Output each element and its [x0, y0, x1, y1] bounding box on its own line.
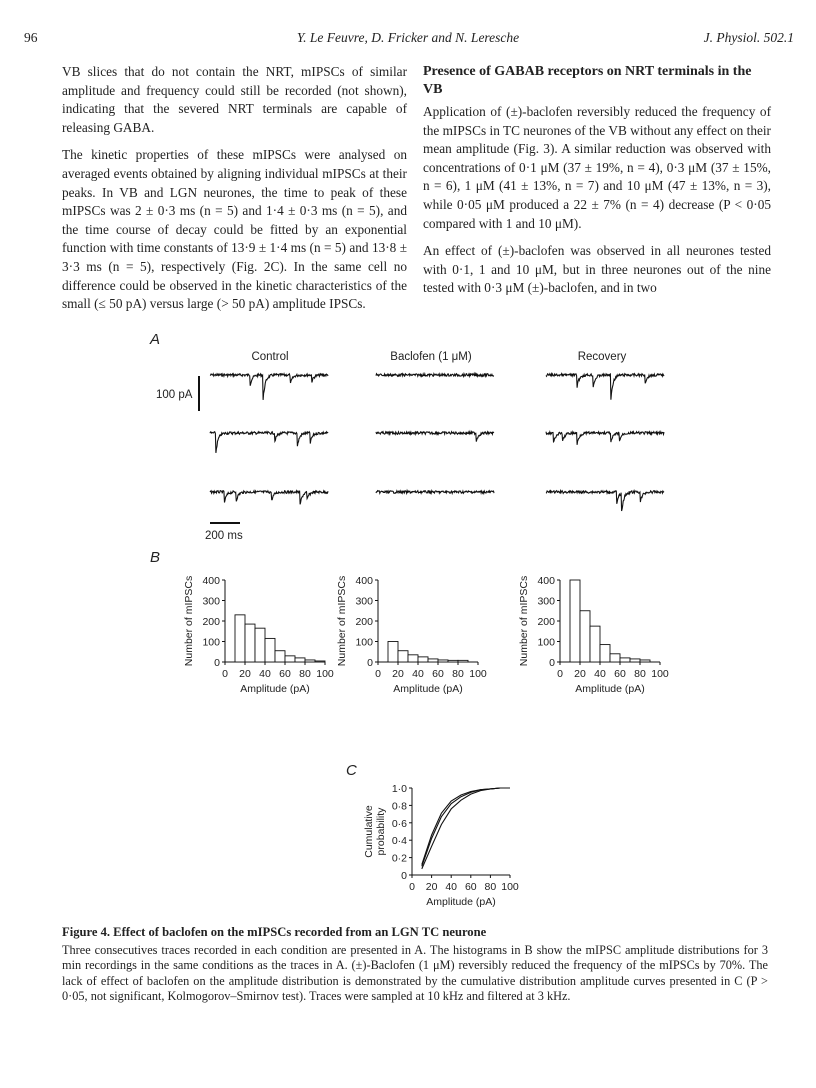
x-tick-label: 80 [484, 881, 497, 893]
y-tick-label: 200 [537, 616, 555, 628]
condition-label-control: Control [251, 351, 289, 363]
y-tick-label: 400 [537, 575, 555, 587]
x-tick-label: 60 [432, 668, 444, 680]
histogram-bar [408, 655, 418, 662]
y-tick-label: 0 [401, 870, 407, 882]
y-tick-label: 400 [202, 575, 220, 587]
figure-caption [62, 925, 768, 1005]
x-tick-label: 20 [425, 881, 438, 893]
x-axis-label: Amplitude (pA) [240, 683, 310, 695]
y-tick-label: 0·4 [391, 835, 407, 848]
y-tick-label: 100 [355, 636, 373, 649]
y-tick-label: 100 [202, 636, 220, 649]
y-tick-label: 100 [537, 636, 555, 649]
y-tick-label: 0·6 [391, 817, 407, 830]
running-authors: Y. Le Feuvre, D. Fricker and N. Leresche [296, 30, 520, 45]
left-paragraph-1: VB slices that do not contain the NRT, mIPSCs of similar amplitude and frequency could still be recorded (not shown), indicating that the severed NRT terminals are capable of releasing GABA. [62, 64, 407, 135]
histogram-bar [630, 659, 640, 662]
histogram-bar [305, 660, 315, 662]
x-tick-label: 0 [557, 668, 563, 680]
histogram-bar [295, 658, 305, 662]
histogram-bar [640, 660, 650, 662]
x-tick-label: 80 [634, 668, 646, 680]
panel-b-label: B [150, 549, 161, 566]
right-paragraph-1: Application of (±)-baclofen reversibly reduced the frequency of the mIPSCs in TC neurones of the VB without any effect on their mean amplitude (Fig. 3). A similar reduction was observed with concentrations of 0·1 μM (37 ± 19%, n = 4), 0·3 μM (37 ± 15%, n = 6), 1 μM (41 ± 13%, n = 7) and 10 μM (47 ± 13%, n = 3), while 0·05 μM produced a 22 ± 7% (n = 4) decrease (P < 0·05 compared with 1 and 10 μM). [423, 104, 771, 231]
y-tick-label: 0·8 [391, 800, 407, 813]
x-tick-label: 80 [299, 668, 311, 680]
x-tick-label: 100 [469, 668, 487, 680]
x-tick-label: 0 [409, 881, 415, 893]
current-scale-label: 100 pA [156, 389, 193, 401]
x-tick-label: 40 [259, 668, 271, 680]
x-tick-label: 20 [574, 668, 586, 680]
trace-panel [210, 374, 664, 511]
x-tick-label: 60 [464, 881, 477, 893]
y-tick-label: 300 [537, 595, 555, 608]
histogram-bar [285, 656, 295, 662]
x-tick-label: 100 [501, 881, 519, 893]
y-tick-label: 0 [367, 657, 373, 669]
x-axis-label: Amplitude (pA) [426, 896, 496, 908]
x-tick-label: 20 [239, 668, 251, 680]
y-tick-label: 0 [549, 657, 555, 669]
histogram-recovery [518, 575, 669, 695]
y-tick-label: 1·0 [391, 783, 407, 795]
y-tick-label: 0 [214, 657, 220, 669]
y-tick-label: 300 [202, 595, 220, 608]
x-axis-label: Amplitude (pA) [575, 683, 645, 695]
x-tick-label: 40 [412, 668, 424, 680]
y-axis-label: Number of mIPSCs [518, 575, 530, 667]
histogram-bar [265, 638, 275, 662]
cumulative-panel [363, 783, 519, 908]
x-tick-label: 20 [392, 668, 404, 680]
histogram-baclofen [336, 575, 487, 695]
histogram-bar [590, 626, 600, 662]
histogram-bar [275, 651, 285, 662]
histogram-bar [458, 660, 468, 662]
cdf-curve-recovery [422, 788, 510, 865]
current-trace [546, 374, 664, 400]
current-trace [210, 491, 328, 505]
x-tick-label: 60 [279, 668, 291, 680]
time-scale-label: 200 ms [205, 530, 243, 542]
y-axis-label: Number of mIPSCs [336, 575, 348, 667]
histogram-bar [235, 615, 245, 662]
histogram-bar [448, 660, 458, 662]
histogram-bar [255, 628, 265, 662]
panel-a-label: A [150, 331, 161, 348]
current-trace [376, 432, 494, 442]
caption-title: Figure 4. Effect of baclofen on the mIPSCs recorded from an LGN TC neurone [62, 925, 487, 939]
right-paragraph-2: An effect of (±)-baclofen was observed in all neurones tested with 0·1, 1 and 10 μM, but in three neurones out of the nine tested with 0·3 μM (±)-baclofen, and in two [423, 243, 771, 296]
x-tick-label: 40 [594, 668, 606, 680]
left-paragraph-2: The kinetic properties of these mIPSCs were analysed on averaged events obtained by aligning individual mIPSCs at their peaks. In VB and LGN neurones, the time to peak of these mIPSCs was 2 ± 0·3 ms (n = 5) and 1·4 ± 0·3 ms (n = 5), and the time course of decay could be fitted by an exponential function with time constants of 13·9 ± 1·4 ms (n = 5) and 13·8 ± 3·3 ms (n = 5), respectively (Fig. 2C). In the same cell no difference could be observed in the kinetic characteristics of the small (≤ 50 pA) versus large (> 50 pA) amplitude IPSCs. [62, 147, 407, 312]
x-tick-label: 0 [222, 668, 228, 680]
x-tick-label: 0 [375, 668, 381, 680]
y-axis-label-line-1: Cumulative [363, 805, 375, 858]
histogram-bar [610, 654, 620, 662]
page-number: 96 [24, 30, 38, 45]
current-trace [546, 491, 664, 511]
histogram-bar [418, 657, 428, 662]
x-tick-label: 80 [452, 668, 464, 680]
current-trace [546, 432, 664, 445]
histogram-bar [570, 580, 580, 662]
histogram-bar [580, 611, 590, 662]
y-tick-label: 300 [355, 595, 373, 608]
condition-label-baclofen: Baclofen (1 μM) [390, 351, 472, 363]
histogram-bar [245, 624, 255, 662]
current-trace [376, 374, 494, 377]
panel-c-label: C [346, 762, 357, 779]
journal-citation: J. Physiol. 502.1 [703, 30, 794, 45]
x-tick-label: 60 [614, 668, 626, 680]
x-axis-label: Amplitude (pA) [393, 683, 463, 695]
y-tick-label: 400 [355, 575, 373, 587]
y-tick-label: 0·2 [391, 852, 407, 865]
current-trace [210, 374, 328, 400]
y-tick-label: 200 [355, 616, 373, 628]
histogram-bar [428, 659, 438, 662]
x-tick-label: 100 [651, 668, 669, 680]
histogram-bar [398, 651, 408, 662]
caption-body: Three consecutives traces recorded in each condition are presented in A. The histograms in B show the mIPSC amplitude distributions for 3 min recordings in the same conditions as the traces in A. (±)-Baclofen (1 μM) reversibly reduced the frequency of the mIPSCs by 70%. The lack of effect of baclofen on the amplitude distribution is demonstrated by the cumulative distribution amplitude curves presented in C (P > 0·05, not significant, Kolmogorov–Smirnov test). Traces were sampled at 10 kHz and filtered at 3 kHz. [62, 942, 768, 1004]
x-tick-label: 100 [316, 668, 334, 680]
section-heading: Presence of GABAB receptors on NRT terminals in the VB [423, 64, 752, 97]
y-axis-label: Number of mIPSCs [183, 575, 195, 667]
histogram-panel [183, 575, 669, 695]
histogram-bar [600, 645, 610, 662]
histogram-bar [620, 658, 630, 662]
histogram-control [183, 575, 334, 695]
y-tick-label: 200 [202, 616, 220, 628]
current-trace [376, 491, 494, 494]
histogram-bar [388, 642, 398, 663]
condition-label-recovery: Recovery [577, 351, 627, 363]
current-trace [210, 432, 328, 453]
histogram-bar [438, 660, 448, 662]
x-tick-label: 40 [445, 881, 458, 893]
histogram-bar [315, 661, 325, 662]
y-axis-label-line-2: probability [375, 807, 387, 856]
